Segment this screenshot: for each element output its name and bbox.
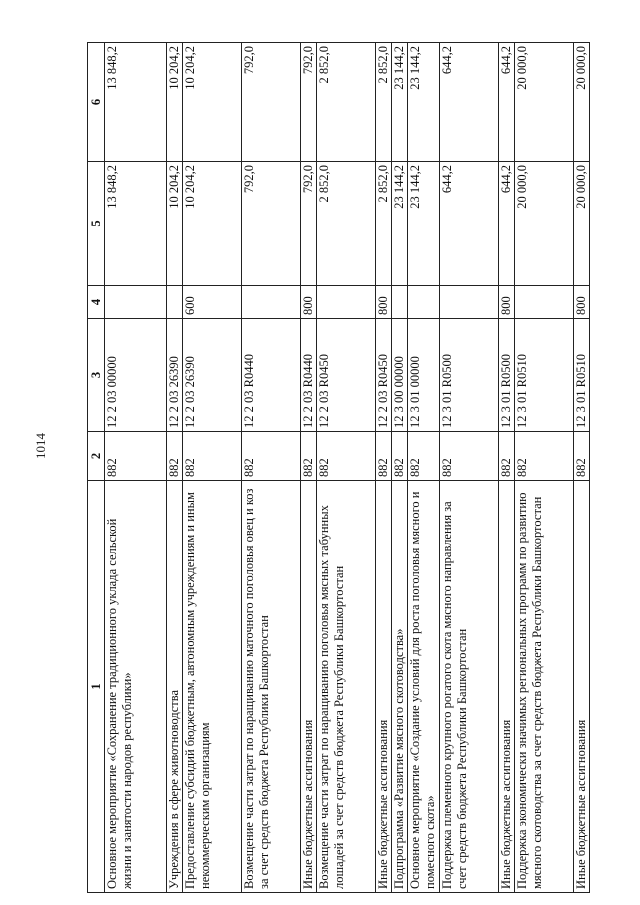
row-code: 882 [301,432,317,481]
table-row [105,43,167,893]
row-value-5: 20 000,0 [515,162,574,286]
row-csr: 12 3 01 R0510 [515,319,574,432]
row-value-5: 2 852,0 [376,162,392,286]
row-name: Основное мероприятие «Создание условий для роста поголовья мясного и помесного скота» [408,481,440,893]
row-vr [242,286,301,319]
row-vr: 600 [183,286,242,319]
row-value-6: 13 848,2 [105,43,167,162]
row-csr: 12 3 01 R0500 [440,319,499,432]
row-value-5: 792,0 [301,162,317,286]
row-value-5: 13 848,2 [105,162,167,286]
table-row [392,43,408,893]
row-csr: 12 3 01 00000 [408,319,440,432]
row-code: 882 [499,432,515,481]
row-value-6: 2 852,0 [376,43,392,162]
row-name: Иные бюджетные ассигнования [574,481,590,893]
row-vr: 800 [499,286,515,319]
row-name: Иные бюджетные ассигнования [499,481,515,893]
row-vr: 800 [376,286,392,319]
table-row [499,43,515,893]
row-value-5: 10 204,2 [183,162,242,286]
row-code: 882 [183,432,242,481]
row-vr [440,286,499,319]
row-code: 882 [408,432,440,481]
table-row [317,43,376,893]
row-vr: 800 [574,286,590,319]
row-value-6: 20 000,0 [515,43,574,162]
row-vr [167,286,183,319]
table-row [242,43,301,893]
row-value-5: 23 144,2 [408,162,440,286]
row-value-5: 644,2 [499,162,515,286]
row-name: Поддержка племенного крупного рогатого скота мясного направления за счет средств бюджета Республики Башкортостан [440,481,499,893]
row-value-5: 2 852,0 [317,162,376,286]
row-value-6: 23 144,2 [392,43,408,162]
row-code: 882 [574,432,590,481]
row-csr: 12 3 01 R0510 [574,319,590,432]
row-name: Предоставление субсидий бюджетным, автономным учреждениям и иным некоммерческим организациям [183,481,242,893]
row-vr [105,286,167,319]
row-code: 882 [440,432,499,481]
table-row [574,43,590,893]
row-value-5: 20 000,0 [574,162,590,286]
row-value-6: 10 204,2 [183,43,242,162]
table-row [515,43,574,893]
row-code: 882 [167,432,183,481]
row-value-5: 644,2 [440,162,499,286]
row-value-6: 23 144,2 [408,43,440,162]
header-col-5: 5 [88,162,105,286]
row-value-6: 644,2 [499,43,515,162]
table-row [301,43,317,893]
row-csr: 12 2 03 R0450 [376,319,392,432]
row-name: Иные бюджетные ассигнования [376,481,392,893]
row-code: 882 [515,432,574,481]
row-name: Подпрограмма «Развитие мясного скотоводства» [392,481,408,893]
row-name: Основное мероприятие «Сохранение традиционного уклада сельской жизни и занятости народов республики» [105,481,167,893]
row-vr [515,286,574,319]
row-name: Иные бюджетные ассигнования [301,481,317,893]
row-csr: 12 2 03 26390 [183,319,242,432]
row-csr: 12 2 03 R0440 [301,319,317,432]
table-row [183,43,242,893]
row-csr: 12 3 01 R0500 [499,319,515,432]
row-code: 882 [242,432,301,481]
table-row [440,43,499,893]
row-value-5: 10 204,2 [167,162,183,286]
row-csr: 12 2 03 00000 [105,319,167,432]
row-value-6: 644,2 [440,43,499,162]
header-col-4: 4 [88,286,105,319]
budget-table [87,42,590,893]
row-value-5: 23 144,2 [392,162,408,286]
row-code: 882 [105,432,167,481]
row-csr: 12 2 03 26390 [167,319,183,432]
header-col-2: 2 [88,432,105,481]
header-col-6: 6 [88,43,105,162]
header-col-1: 1 [88,481,105,893]
table-row [376,43,392,893]
table-row [167,43,183,893]
row-value-6: 10 204,2 [167,43,183,162]
row-vr [317,286,376,319]
row-value-6: 2 852,0 [317,43,376,162]
row-name: Поддержка экономически значимых региональных программ по развитию мясного скотоводства за счет средств бюджета Республики Башкортостан [515,481,574,893]
rotated-table-container [87,43,588,893]
row-name: Возмещение части затрат по наращиванию поголовья мясных табунных лошадей за счет средств бюджета Республики Башкортостан [317,481,376,893]
table-row [408,43,440,893]
row-value-6: 20 000,0 [574,43,590,162]
row-csr: 12 3 00 00000 [392,319,408,432]
row-name: Возмещение части затрат по наращиванию маточного поголовья овец и коз за счет средств бюджета Республики Башкортостан [242,481,301,893]
header-row [88,43,105,893]
row-vr [392,286,408,319]
row-value-6: 792,0 [242,43,301,162]
row-code: 882 [317,432,376,481]
row-code: 882 [392,432,408,481]
row-value-5: 792,0 [242,162,301,286]
row-csr: 12 2 03 R0440 [242,319,301,432]
row-name: Учреждения в сфере животноводства [167,481,183,893]
row-vr [408,286,440,319]
page-number: 1014 [33,433,48,459]
row-value-6: 792,0 [301,43,317,162]
row-code: 882 [376,432,392,481]
header-col-3: 3 [88,319,105,432]
row-vr: 800 [301,286,317,319]
row-csr: 12 2 03 R0450 [317,319,376,432]
